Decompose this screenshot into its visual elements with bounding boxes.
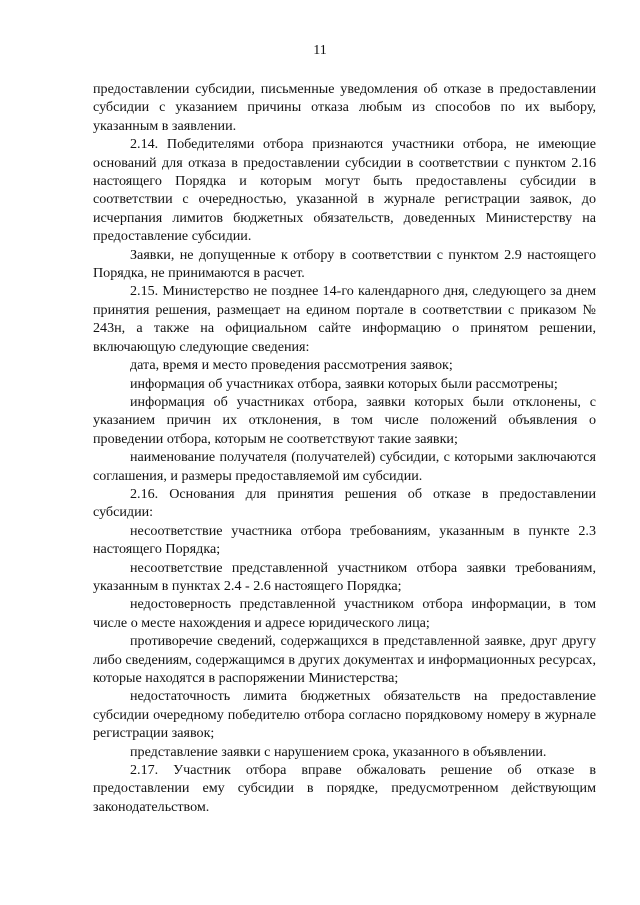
- paragraph-2-17: 2.17. Участник отбора вправе обжаловать решение об отказе в предоставлении ему субсидии в порядке, предусмотренном действующим законодательством.: [93, 762, 596, 815]
- list-item-recipients: наименование получателя (получателей) субсидии, с которыми заключаются соглашения, и размеры предоставляемой им субсидии.: [93, 449, 596, 484]
- paragraph-rejected-applications: Заявки, не допущенные к отбору в соответствии с пунктом 2.9 настоящего Порядка, не принимаются в расчет.: [93, 246, 596, 282]
- list-item-insufficient-limit: недостаточность лимита бюджетных обязательств на предоставление субсидии очередному победителю отбора согласно порядковому номеру в журнале регистрации заявок;: [93, 688, 596, 742]
- list-item-application-mismatch: несоответствие представленной участником отбора заявки требованиям, указанным в пунктах 2.4 - 2.6 настоящего Порядка;: [93, 559, 596, 594]
- list-item-contradictory-information: противоречие сведений, содержащихся в представленной заявке, друг другу либо сведениям, содержащимся в других документах и информационных ресурсах, которые находятся в распоряжении Министерства;: [93, 633, 596, 686]
- list-item-reviewed-participants: информация об участниках отбора, заявки которых были рассмотрены;: [130, 375, 558, 392]
- paragraph-continuation: предоставлении субсидии, письменные уведомления об отказе в предоставлении субсидии с указанием причины отказа любым из способов по их выбору, указанным в заявлении.: [93, 81, 596, 134]
- page-number: 11: [313, 43, 327, 58]
- document-body: [93, 80, 596, 816]
- list-item-rejected-participants: информация об участниках отбора, заявки которых были отклонены, с указанием причин их отклонения, в том числе положений объявления о проведении отбора, которым не соответствуют такие заявки;: [93, 393, 596, 447]
- list-item-unreliable-information: недостоверность представленной участником отбора информации, в том числе о месте нахождения и адресе юридического лица;: [93, 596, 596, 631]
- list-item-date-time-place: дата, время и место проведения рассмотрения заявок;: [130, 357, 453, 374]
- list-item-requirements-mismatch: несоответствие участника отбора требованиям, указанным в пункте 2.3 настоящего Порядка;: [93, 522, 596, 558]
- list-item-late-submission: представление заявки с нарушением срока, указанного в объявлении.: [130, 743, 547, 760]
- paragraph-2-15: 2.15. Министерство не позднее 14-го календарного дня, следующего за днем принятия решения, размещает на едином портале в соответствии с приказом № 243н, а также на официальном сайте информацию о принятом решении, включающую следующие сведения:: [93, 283, 596, 355]
- paragraph-2-14: 2.14. Победителями отбора признаются участники отбора, не имеющие оснований для отказа в предоставлении субсидии в соответствии с пунктом 2.16 настоящего Порядка и которым могут быть предоставлены субсидии в соответствии с очередностью, указанной в журнале регистрации заявок, до исчерпания лимитов бюджетных обязательств, доведенных Министерству на предоставление субсидии.: [93, 136, 596, 245]
- paragraph-2-16: 2.16. Основания для принятия решения об отказе в предоставлении субсидии:: [93, 485, 596, 521]
